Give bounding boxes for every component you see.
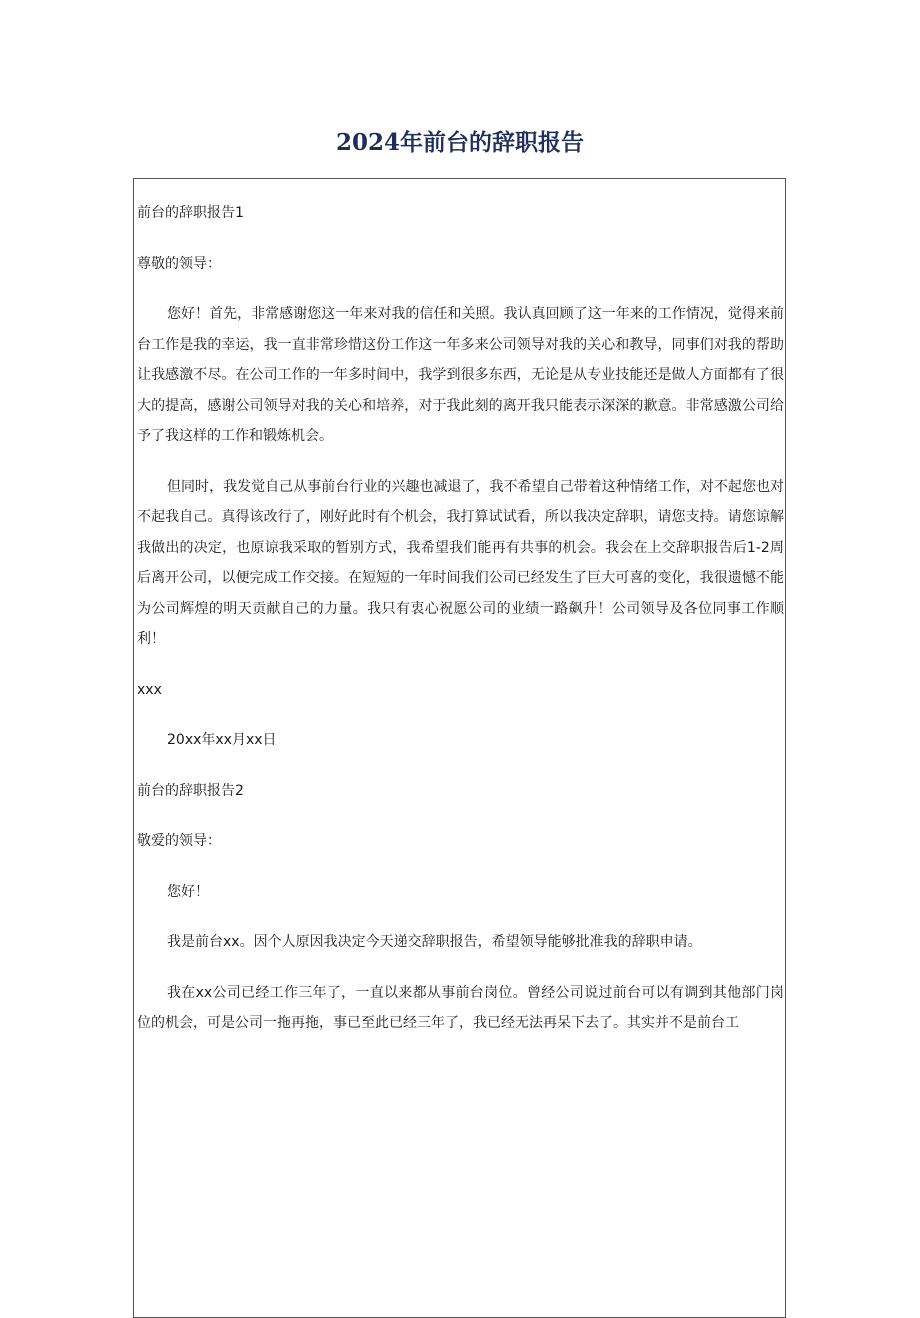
section2-paragraph-1: 我是前台xx。因个人原因我决定今天递交辞职报告，希望领导能够批准我的辞职申请。 bbox=[167, 934, 702, 950]
section2-paragraph-2: 我在xx公司已经工作三年了，一直以来都从事前台岗位。曾经公司说过前台可以有调到其他部门岗位的机会，可是公司一拖再拖，事已至此已经三年了，我已经无法再呆下去了。其实并不是前台工 bbox=[137, 984, 784, 1031]
document-body bbox=[137, 198, 784, 1059]
section1-paragraph-2: 但同时，我发觉自己从事前台行业的兴趣也减退了，我不希望自己带着这种情绪工作，对不起您也对不起我自己。真得该改行了，刚好此时有个机会，我打算试试看，所以我决定辞职，请您支持。请您谅解我做出的决定，也原谅我采取的暂别方式，我希望我们能再有共事的机会。我会在上交辞职报告后1-2周后离开公司，以便完成工作交接。在短短的一年时间我们公司已经发生了巨大可喜的变化，我很遗憾不能为公司辉煌的明天贡献自己的力量。我只有衷心祝愿公司的业绩一路飙升！公司领导及各位同事工作顺利！ bbox=[137, 478, 784, 647]
section2-salutation: 敬爱的领导： bbox=[137, 833, 221, 849]
date-line: 20xx年xx月xx日 bbox=[167, 732, 277, 748]
section1-salutation: 尊敬的领导： bbox=[137, 255, 221, 272]
section1-heading: 前台的辞职报告1 bbox=[137, 205, 244, 221]
section1-paragraph-1: 您好！首先，非常感谢您这一年来对我的信任和关照。我认真回顾了这一年来的工作情况，觉得来前台工作是我的幸运，我一直非常珍惜这份工作这一年多来公司领导对我的关心和教导，同事们对我的帮助让我感激不尽。在公司工作的一年多时间中，我学到很多东西，无论是从专业技能还是做人方面都有了很大的提高，感谢公司领导对我的关心和培养，对于我此刻的离开我只能表示深深的歉意。非常感激公司给予了我这样的工作和锻炼机会。 bbox=[137, 306, 784, 444]
signature: xxx bbox=[137, 681, 162, 698]
section2-greeting: 您好！ bbox=[167, 883, 209, 900]
section2-heading: 前台的辞职报告2 bbox=[137, 782, 244, 799]
document-title: 2024年前台的辞职报告 bbox=[335, 129, 584, 156]
